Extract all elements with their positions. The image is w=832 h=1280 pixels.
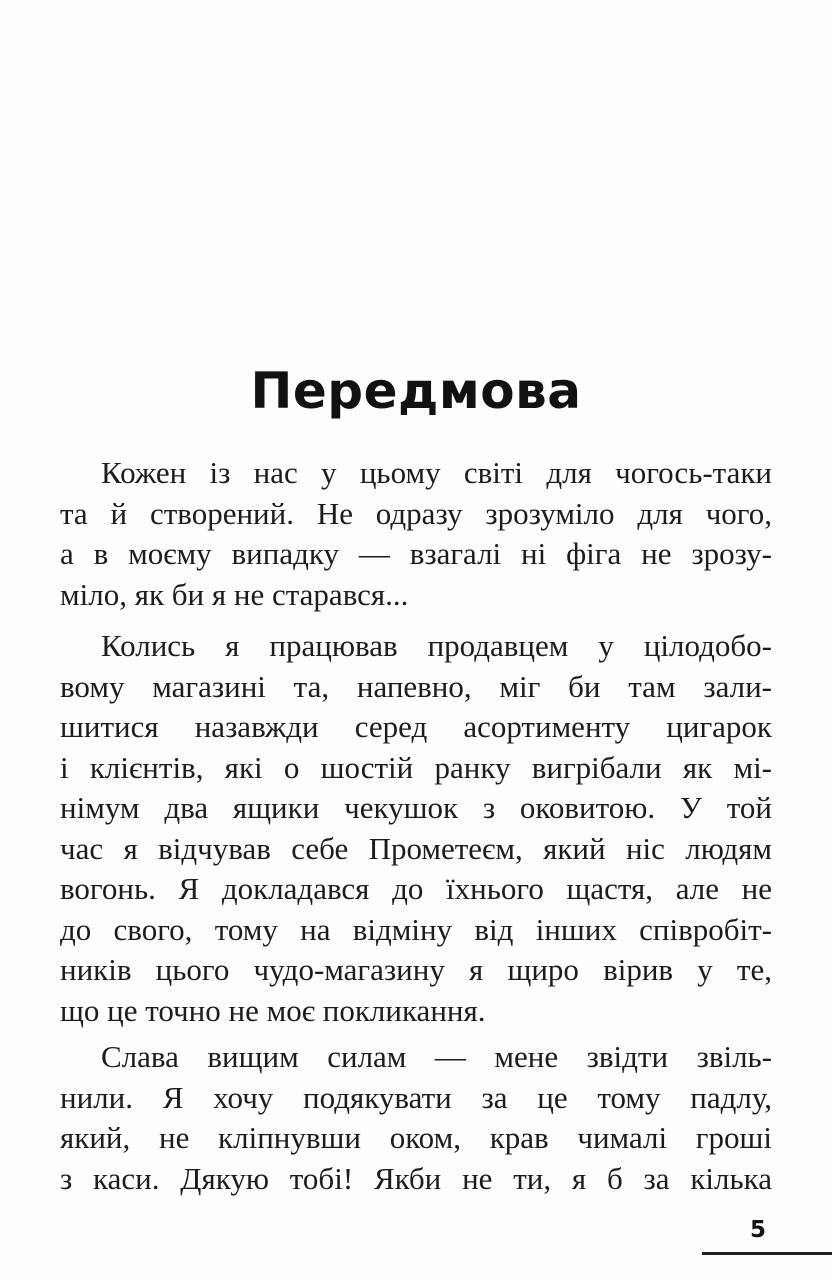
paragraph-line: нили. Я хочу подякувати за це тому падлу, (60, 1079, 772, 1115)
paragraph-line: та й створений. Не одразу зрозуміло для чого, (60, 495, 772, 531)
paragraph-3 (60, 1037, 772, 1199)
page-number: 5 (750, 1217, 767, 1243)
paragraph-line: міло, як би я не старався... (60, 576, 409, 612)
paragraph-line: Слава вищим силам — мене звідти звіль- (101, 1039, 772, 1074)
page-title: Передмова (250, 362, 582, 420)
paragraph-line: вому магазині та, напевно, міг би там зали- (60, 668, 772, 704)
footer-rule (702, 1252, 832, 1255)
paragraph-line: німум два ящики чекушок з оковитою. У той (60, 790, 772, 825)
paragraph-line: Колись я працював продавцем у цілодобо- (101, 628, 772, 663)
paragraph-line: який, не кліпнувши оком, крав чималі гроші (60, 1120, 772, 1155)
paragraph-line: а в моєму випадку — взагалі ні фіга не зрозу- (60, 536, 772, 571)
paragraph-line: до свого, тому на відміну від інших співробіт- (60, 911, 772, 947)
paragraph-line: вогонь. Я докладався до їхнього щастя, але не (60, 871, 772, 906)
paragraph-line: що це точно не моє покликання. (60, 992, 486, 1028)
paragraph-line: шитися назавжди серед асортименту цигарок (60, 709, 772, 744)
paragraph-1 (60, 453, 772, 615)
paragraph-line: ників цього чудо-магазину я щиро вірив у те, (60, 952, 772, 987)
paragraph-2 (60, 626, 772, 1031)
paragraph-line: час я відчував себе Прометеєм, який ніс людям (60, 830, 772, 866)
paragraph-line: Кожен із нас у цьому світі для чогось-таки (101, 455, 772, 490)
paragraph-line: з каси. Дякую тобі! Якби не ти, я б за кілька (60, 1160, 772, 1196)
paragraph-line: і клієнтів, які о шостій ранку вигрібали як мі- (60, 749, 772, 785)
